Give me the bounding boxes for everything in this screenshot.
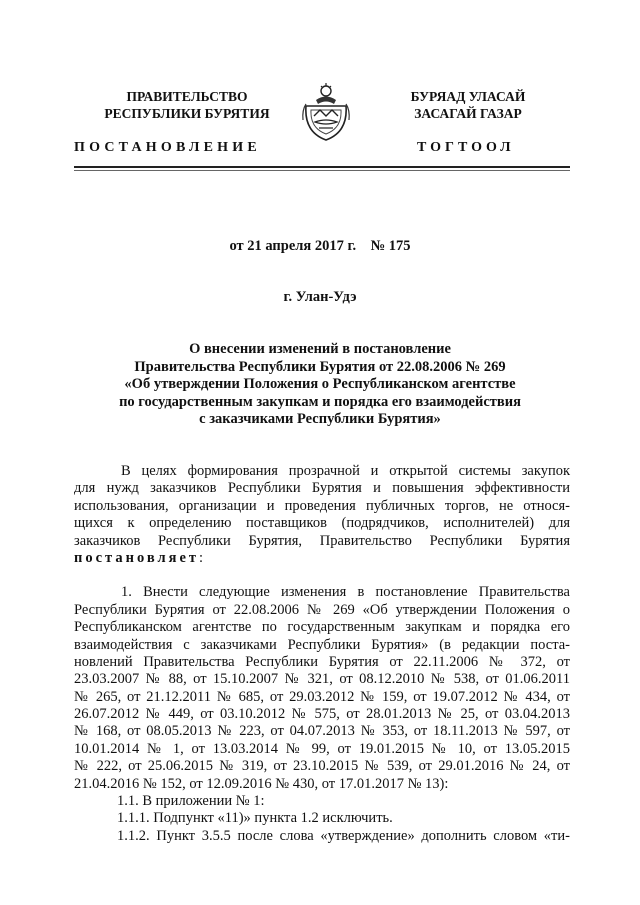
preamble-line: щихся к определению поставщиков (подрядчиков, исполнителей) для xyxy=(74,515,570,532)
title-line: «Об утверждении Положения о Республиканском агентстве xyxy=(124,376,516,392)
decree-body xyxy=(74,463,570,845)
item1-line: взаимодействия с заказчиками Республики Бурятия» (в редакции поста- xyxy=(74,636,570,653)
item1-line: 21.04.2016 № 152, от 12.09.2016 № 430, от 17.01.2017 № 13): xyxy=(74,775,449,792)
decree-city: г. Улан-Удэ xyxy=(283,289,357,305)
preamble-line: В целях формирования прозрачной и открытой системы закупок xyxy=(121,463,570,479)
item1-line: Республиканском агентстве по государственным закупкам и порядка его xyxy=(74,619,570,636)
doc-type-ru: ПОСТАНОВЛЕНИЕ xyxy=(74,140,261,155)
title-line: с заказчиками Республики Бурятия» xyxy=(199,411,441,427)
item1-line: новлений Правительства Республики Бурятия от 22.11.2006 № 372, от xyxy=(74,653,570,670)
paragraph-gap xyxy=(74,567,570,584)
item1-line: 23.03.2007 № 88, от 15.10.2007 № 321, от 08.12.2010 № 538, от 01.06.2011 xyxy=(74,671,570,688)
coat-of-arms-icon xyxy=(300,80,352,144)
item1-line: Республики Бурятия от 22.08.2006 № 269 «Об утверждении Положения о xyxy=(74,601,570,618)
header-divider xyxy=(74,166,570,168)
sub-item-line: 1.1.1. Подпункт «11)» пункта 1.2 исключить. xyxy=(117,810,393,827)
header-left xyxy=(92,88,282,122)
title-line: О внесении изменений в постановление xyxy=(189,341,451,357)
preamble-line: заказчиков Республики Бурятия, Правительство Республики Бурятия xyxy=(74,532,570,549)
decree-title xyxy=(100,341,540,429)
header-left-line1: ПРАВИТЕЛЬСТВО xyxy=(126,89,248,104)
item1-line: 1. Внести следующие изменения в постановление Правительства xyxy=(121,584,570,601)
preamble-line: использования, организации и проведения публичных торгов, не относя- xyxy=(74,497,570,514)
sub-item-line: 1.1.2. Пункт 3.5.5 после слова «утверждение» дополнить словом «ти- xyxy=(117,827,570,844)
item1-line: № 168, от 08.05.2013 № 223, от 04.07.2013 № 353, от 18.11.2013 № 597, от xyxy=(74,723,570,740)
header-right xyxy=(378,88,558,122)
decree-word-line xyxy=(74,550,570,567)
item1-line: 26.07.2012 № 449, от 03.10.2012 № 575, от 28.01.2013 № 25, от 03.04.2013 xyxy=(74,706,570,723)
header-right-line2: ЗАСАГАЙ ГАЗАР xyxy=(414,106,522,121)
header-right-line1: БУРЯАД УЛАСАЙ xyxy=(410,89,526,104)
item1-line: № 265, от 21.12.2011 № 685, от 29.03.2012 № 159, от 19.07.2012 № 434, от xyxy=(74,688,570,705)
decree-word: постановляет xyxy=(74,549,200,566)
title-line: по государственным закупкам и порядка его взаимодействия xyxy=(119,393,521,410)
title-line: Правительства Республики Бурятия от 22.08.2006 № 269 xyxy=(134,358,506,375)
decree-date-number: от 21 апреля 2017 г. № 175 xyxy=(229,238,411,254)
header-left-line2: РЕСПУБЛИКИ БУРЯТИЯ xyxy=(104,106,270,121)
header-divider-thin xyxy=(74,170,570,171)
doc-type-bua: ТОГТООЛ xyxy=(417,140,515,155)
item1-line: 10.01.2014 № 1, от 13.03.2014 № 99, от 19.01.2015 № 10, от 13.05.2015 xyxy=(74,740,570,757)
item1-line: № 222, от 25.06.2015 № 319, от 23.10.2015 № 539, от 29.01.2016 № 24, от xyxy=(74,758,570,775)
decree-colon: : xyxy=(199,549,204,566)
preamble-line: для нужд заказчиков Республики Бурятия и повышения эффективности xyxy=(74,480,570,497)
sub-item-line: 1.1. В приложении № 1: xyxy=(117,793,265,810)
